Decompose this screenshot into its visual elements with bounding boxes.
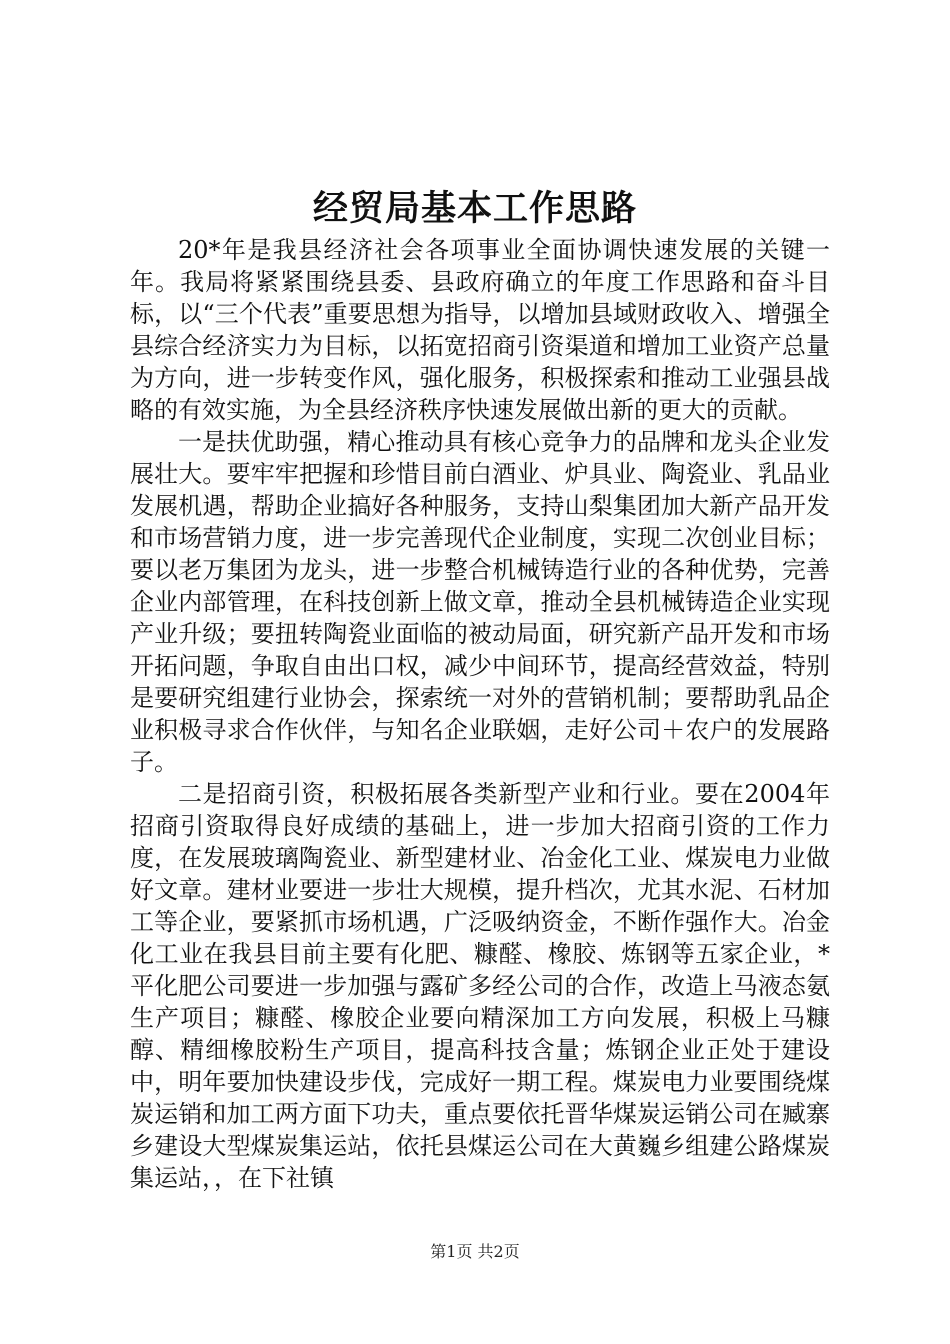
page-number-footer: 第1页 共2页: [430, 1242, 520, 1261]
paragraph-intro: 20*年是我县经济社会各项事业全面协调快速发展的关键一年。我局将紧紧围绕县委、县政府确立的年度工作思路和奋斗目标，以“三个代表”重要思想为指导，以增加县域财政收入、增强全县综合经济实力为目标，以拓宽招商引资渠道和增加工业资产总量为方向，进一步转变作风，强化服务，积极探索和推动工业强县战略的有效实施，为全县经济秩序快速发展做出新的更大的贡献。: [130, 236, 830, 424]
paragraph-first-point: 一是扶优助强，精心推动具有核心竞争力的品牌和龙头企业发展壮大。要牢牢把握和珍惜目前白酒业、炉具业、陶瓷业、乳品业发展机遇，帮助企业搞好各种服务，支持山梨集团加大新产品开发和市场营销力度，进一步完善现代企业制度，实现二次创业目标；要以老万集团为龙头，进一步整合机械铸造行业的各种优势，完善企业内部管理，在科技创新上做文章，推动全县机械铸造企业实现产业升级；要扭转陶瓷业面临的被动局面，研究新产品开发和市场开拓问题，争取自由出口权，减少中间环节，提高经营效益，特别是要研究组建行业协会，探索统一对外的营销机制；要帮助乳品企业积极寻求合作伙伴，与知名企业联姻，走好公司＋农户的发展路子。: [130, 428, 830, 776]
paragraph-second-point: 二是招商引资，积极拓展各类新型产业和行业。要在2004年招商引资取得良好成绩的基础上，进一步加大招商引资的工作力度，在发展玻璃陶瓷业、新型建材业、冶金化工业、煤炭电力业做好文章。建材业要进一步壮大规模，提升档次，尤其水泥、石材加工等企业，要紧抓市场机遇，广泛吸纳资金，不断作强作大。冶金化工业在我县目前主要有化肥、糠醛、橡胶、炼钢等五家企业，*平化肥公司要进一步加强与露矿多经公司的合作，改造上马液态氨生产项目；糠醛、橡胶企业要向精深加工方向发展，积极上马糠醇、精细橡胶粉生产项目，提高科技含量；炼钢企业正处于建设中，明年要加快建设步伐，完成好一期工程。煤炭电力业要围绕煤炭运销和加工两方面下功夫，重点要依托晋华煤炭运销公司在臧寨乡建设大型煤炭集运站，依托县煤运公司在大黄巍乡组建公路煤炭集运站，，在下社镇: [130, 780, 830, 1192]
page-title: 经贸局基本工作思路: [312, 188, 637, 229]
document-body: [130, 234, 830, 1194]
